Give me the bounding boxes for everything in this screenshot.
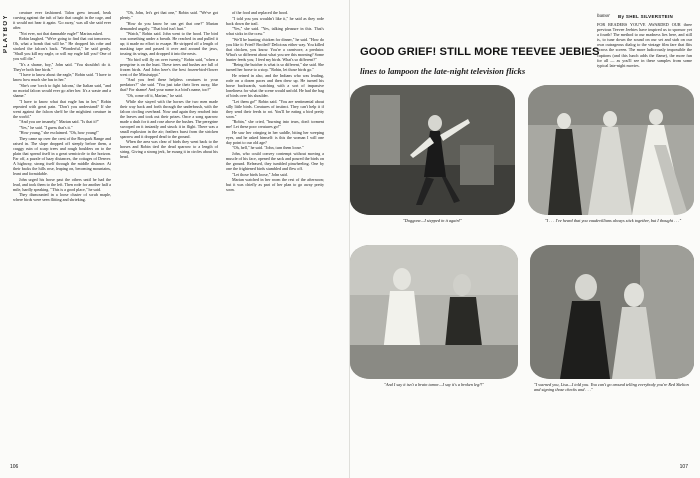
story-paragraph: "I told you you wouldn't like it," he said as they rode back down the trail. [226,15,324,26]
caption-1: "Doggone—I stepped in it again!" [403,218,462,223]
caption-2: "I . . . I've heard that you vaudevillians always stick together, but I thought . . ." [544,218,682,223]
still-photo-dancer [350,85,515,215]
story-paragraph: "Robin," she cried, "burning into tears, don't torment me! Let these poor creatures go!" [226,119,324,130]
story-paragraph: "No bird will fly on over twenty," Robin said, "when a peregrine is on the hunt. These trees and bushes are full of frozen birds. And John here's the best frozen-bird-flower west of the Mississippi." [120,56,218,77]
magazine-side-label: PLAYBOY [3,14,9,53]
story-paragraph: "Not ever, not that damnable eagle!" Marian asked. [19,30,103,36]
story-paragraph: of the food and replaced the hood. [232,10,289,15]
story-paragraph: "Let them go!" Robin said. "You are sentimental about silly little birds. Creatures of instinct. They can't help it if they send their feeds to rot. You'll be eating a bird pretty soon." [226,98,324,119]
story-paragraph: "Yes," she said. "Yes, talking pleasure in this. That's what sicks in the craw." [226,26,324,37]
still-photo-couple [530,245,694,379]
feature-subhead: lines to lampoon the late-night television flicks [360,66,526,76]
story-paragraph: They dismounted in a loose cluster of scrub maple, where birds were seen flitting and shrieking. [13,192,111,203]
story-paragraph: They came up over the crest of the Bowpark Range and raised in. The slope dropped off steeply before them, a craggy ruin of scarp trees and rough boulders on to the plain that spread itself in a great semicircle to the horizon. Far off, a puzzle of hazy distances, the cottages of Denver. A highway, strong itself through the middle distance. At their backs the hills rose, leaping on, becoming mountains, leant and formidable. [13,135,111,176]
story-paragraph: "And you are insanely," Marian said. "Is that it?" [19,119,100,125]
story-paragraph: "Oh, John, let's get that one," Robin said. "We've got plenty." [120,10,218,20]
story-paragraph: "How do you know he can get that one?" Marian demanded angrily. "That bird isn't hurt." [120,20,218,31]
section-label: humor [597,14,611,19]
intro-paragraph: FOR READERS YOU'VE AWARDED OUR three previous Teevee Jeebies have inspired us to sponsor yet a fourth! The method to our madness lies here, and still is, to tune down the sound on our set and stab on our own outrageous dialog to the vintage film fare that flits across the screen. The more ludicrously impossible the captions (and this lunch adds the flame), the more fun for all — as you'll see in these samples from some typical late-night movies. [597,22,692,68]
story-paragraph: "Let those birds loose," John said. [232,171,288,177]
story-paragraph: "I have to know what that eagle has in her," Robin repeated with great pain. "Don't you understand? If she went against the falcon she'd be the mightiest creature in the world." [13,98,111,119]
story-paragraph: He saw her cringing in her saddle, biting her weeping eyes, and he asked himself: is this the woman I will one day point to our old age? [226,129,324,145]
byline: By SHEL SILVERSTEIN [618,14,674,19]
story-paragraph: "Watch," Robin said. John went to the hood. The bird was something under a breath. He reached in and pulled it up; it made no effort to escape. He stripped off a length of masking tape and passed it over and around the jaws, tossing its wings, and dropped it into the nests. [120,31,218,57]
story-paragraph: While she stayed with the horses the two men made their way back and forth through the underbrush, with the falcon circling overhead. Now and again they reached into the leaves and took out their prizes. Once a song sparrow made a dash for it and rose above the bushes. The peregrine swooped on it instantly and struck it in flight. There was a small explosion in the air; feathers burst from the stricken sparrow and it dropped dead to the ground. [120,98,218,139]
story-column-2 [120,10,218,446]
still-photo-hospital [350,245,518,379]
story-paragraph: "Being the butcher is what is so different," she said. She turned her horse to a stop. "Robin, let those birds go." [226,62,324,73]
story-paragraph: "How young," she exclaimed. "Oh, how young!" [19,130,100,136]
caption-4: "I warned you, Lisa—I told you. You can't go around telling everybody you're Red Skelton and signing those checks and . . ." [534,382,689,393]
story-paragraph: When the area was clear of birds they went back to the horses and Robin tied the dead sparrow to a length of string. Giving a strong jerk, he swung it in circles about his head. [120,139,218,160]
story-column-3 [226,10,324,446]
story-paragraph: John, who could convey contempt without moving a muscle of his face, opened the sack and poured the birds on the ground. Released, they tumbled pinwheeling. One by one the frightened birds stumbled and flew off. [226,150,324,171]
story-paragraph: creature ever fashioned. Talon grew inward, beak curving against the tuft of hair that caught in the cage, and it would not hear it again. 'Go away,' was all she said ever after. [13,10,111,30]
story-paragraph: John urged his horse past the others until he had the lead, and took them to the left. Then rode for another half a mile, hardly speaking. "This is a good place," he said. [13,176,111,192]
story-column-1 [13,10,111,446]
page-number-right: 107 [679,464,688,470]
still-photo-ladies [528,85,694,215]
story-paragraph: "We'll be hunting chicken for dinner," he said. "How do you like it: Fried? Broiled? Delicious either way. You killed that chicken, you know. You're a carnivore, a predator. What's so different about what you see this morning? Some hunter feeds you; I feed my birds. What's so different?" [226,36,324,62]
story-paragraph: Robin laughed. "We're going to find that out tomorrow. Oh, what a bomb that will be." He dropped his robe and stroked the falcon's back. "Wonderful," he said gently. "Shall you kill my eagle, or will my eagle kill you? One of you will die." [13,36,111,62]
story-paragraph: Marian watched in her room the rest of the afternoon; but it was chiefly as part of her plan to go away pretty soon. [226,177,324,193]
right-page [350,0,700,478]
feature-headline: GOOD GRIEF! STILL MORE TEEVEE JEBIES [360,46,600,58]
story-paragraph: "Oh, come off it, Marian," he said. [126,92,183,98]
story-paragraph: "She's one 'torch to fight falcons,' the Italian said, "and no mortal falcon would ever go after her. It's a waste and a shame." [13,82,111,98]
story-paragraph: "I have to know about the eagle," Robin said. "I have to know how much she has in her." [13,72,111,83]
story-paragraph: He reined in also, and the Indians who was leading, rode on a dozen paces and then drew up. He turned his horse backwards, watching with a sort of impassive loneliness for what the scene would unfold. He had the bag of birds over his shoulder. [226,72,324,98]
page-number-left: 106 [10,464,19,470]
caption-3: "And I say it isn't a brain tumor—I say it's a broken leg!!" [384,382,484,387]
story-paragraph: "And you feed these helpless creatures to your predators?" she said. "You just take their lives away, like that? For shame! And your name is a bird's name, too?" [120,77,218,93]
story-paragraph: "Oh, hell," he said. "John, turn them loose." [232,145,304,151]
story-paragraph: "It's a shame, boy," John said. "You shouldn't do it. They're both fine birds." [13,61,111,72]
story-paragraph: "Yes," he said. "I guess that's it." [19,124,73,130]
